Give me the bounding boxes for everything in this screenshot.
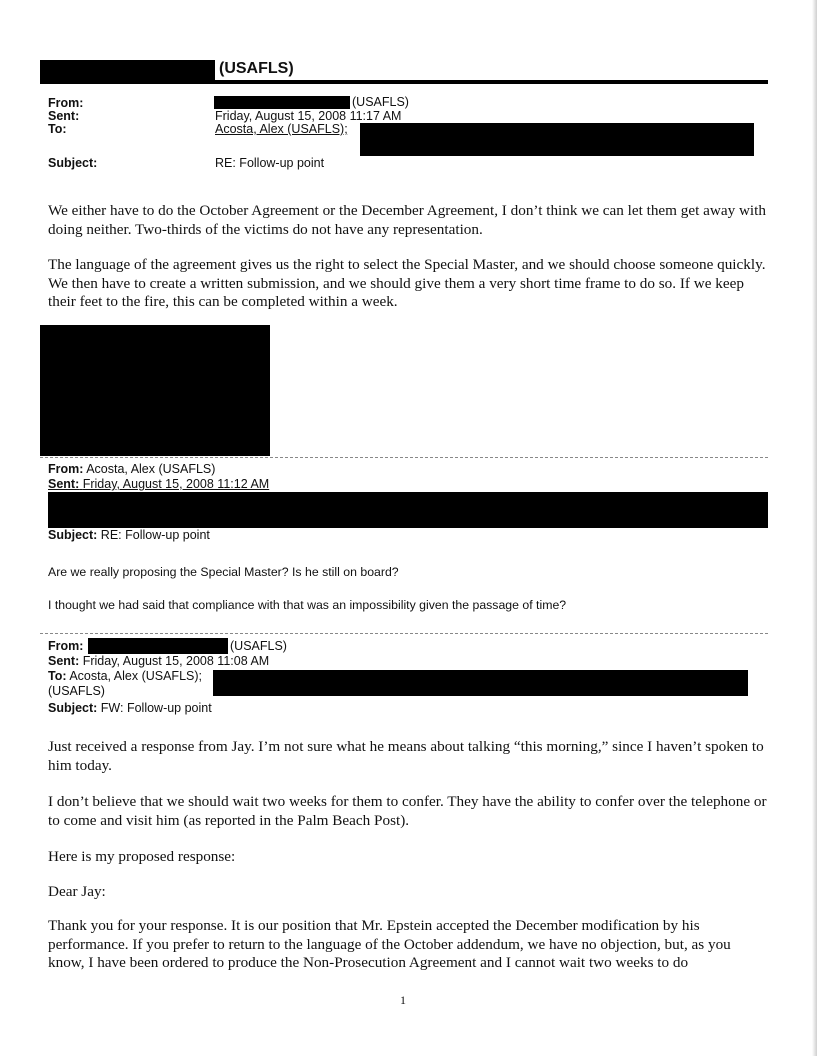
- redaction-signature-block: [40, 325, 270, 456]
- redaction-email3-from: [88, 638, 228, 654]
- email2-from-label: From:: [48, 462, 84, 476]
- separator-email3: [40, 633, 768, 634]
- email3-from-value: (USAFLS): [230, 639, 287, 653]
- email2-paragraph-1: Are we really proposing the Special Master? Is he still on board?: [48, 565, 399, 579]
- email2-sent-value: Friday, August 15, 2008 11:12 AM: [82, 477, 270, 491]
- email3-paragraph-3: Here is my proposed response:: [48, 848, 236, 865]
- email1-from-label: From:: [48, 96, 84, 110]
- email1-from-value: (USAFLS): [352, 95, 409, 109]
- redaction-email3-to: [213, 670, 748, 696]
- email2-paragraph-2: I thought we had said that compliance with that was an impossibility given the passage of time?: [48, 598, 567, 612]
- email2-subject-line: [48, 528, 210, 543]
- separator-email2: [40, 457, 768, 458]
- email3-sent-label: Sent:: [48, 654, 80, 668]
- email1-sent-value: Friday, August 15, 2008 11:17 AM: [215, 109, 402, 123]
- email3-to-value-2: (USAFLS): [48, 684, 105, 698]
- email3-paragraph-2: I don’t believe that we should wait two weeks for them to confer. They have the ability to confer over the telephone or to come and visit him (as reported in the Palm Beach Post).: [48, 793, 767, 829]
- header-sender-suffix: (USAFLS): [219, 60, 294, 77]
- email1-paragraph-1: We either have to do the October Agreement or the December Agreement, I don’t think we can let them get away with doing neither. Two-thirds of the victims do not have any representation.: [48, 202, 766, 238]
- email1-subject-label: Subject:: [48, 156, 98, 170]
- email2-from-value: Acosta, Alex (USAFLS): [86, 462, 216, 476]
- email3-to-label: To:: [48, 669, 67, 683]
- page-number: 1: [400, 993, 406, 1007]
- email3-subject-line: [48, 701, 212, 716]
- redaction-email1-to: [360, 123, 754, 156]
- redaction-header-name: [40, 60, 215, 82]
- email3-subject-value: FW: Follow-up point: [100, 701, 212, 715]
- email3-sent-value: Friday, August 15, 2008 11:08 AM: [82, 654, 270, 668]
- email3-to-line: [48, 669, 202, 684]
- email2-from-line: [48, 462, 215, 477]
- email1-to-value: Acosta, Alex (USAFLS);: [215, 122, 348, 136]
- email3-paragraph-5: Thank you for your response. It is our position that Mr. Epstein accepted the December modification by his performance. If you prefer to return to the language of the October addendum, we have no objection, but, as you know, I have been ordered to produce the Non-Prosecution Agreement and I cannot wait two weeks to do: [48, 917, 731, 971]
- email3-from-label: From:: [48, 639, 84, 653]
- redaction-email1-from: [214, 96, 350, 109]
- email3-from-line: [48, 639, 83, 654]
- redaction-email2-to: [48, 492, 768, 528]
- email1-paragraph-2: The language of the agreement gives us the right to select the Special Master, and we should choose someone quickly. We then have to create a written submission, and we should give them a very short time frame to do so. If we keep their feet to the fire, this can be completed within a week.: [48, 256, 766, 310]
- email1-to-label: To:: [48, 122, 67, 136]
- email2-sent-line: [48, 477, 269, 492]
- email2-subject-label: Subject:: [48, 528, 98, 542]
- email3-subject-label: Subject:: [48, 701, 98, 715]
- email3-to-value: Acosta, Alex (USAFLS);: [69, 669, 202, 683]
- scan-edge: [812, 0, 817, 1056]
- header-rule: [40, 80, 768, 84]
- email1-sent-label: Sent:: [48, 109, 80, 123]
- email2-subject-value: RE: Follow-up point: [100, 528, 210, 542]
- email2-sent-label: Sent:: [48, 477, 80, 491]
- email3-paragraph-4: Dear Jay:: [48, 883, 106, 900]
- email3-sent-line: [48, 654, 269, 669]
- email1-subject-value: RE: Follow-up point: [215, 156, 325, 170]
- email3-paragraph-1: Just received a response from Jay. I’m not sure what he means about talking “this morning,” since I haven’t spoken to him today.: [48, 738, 764, 774]
